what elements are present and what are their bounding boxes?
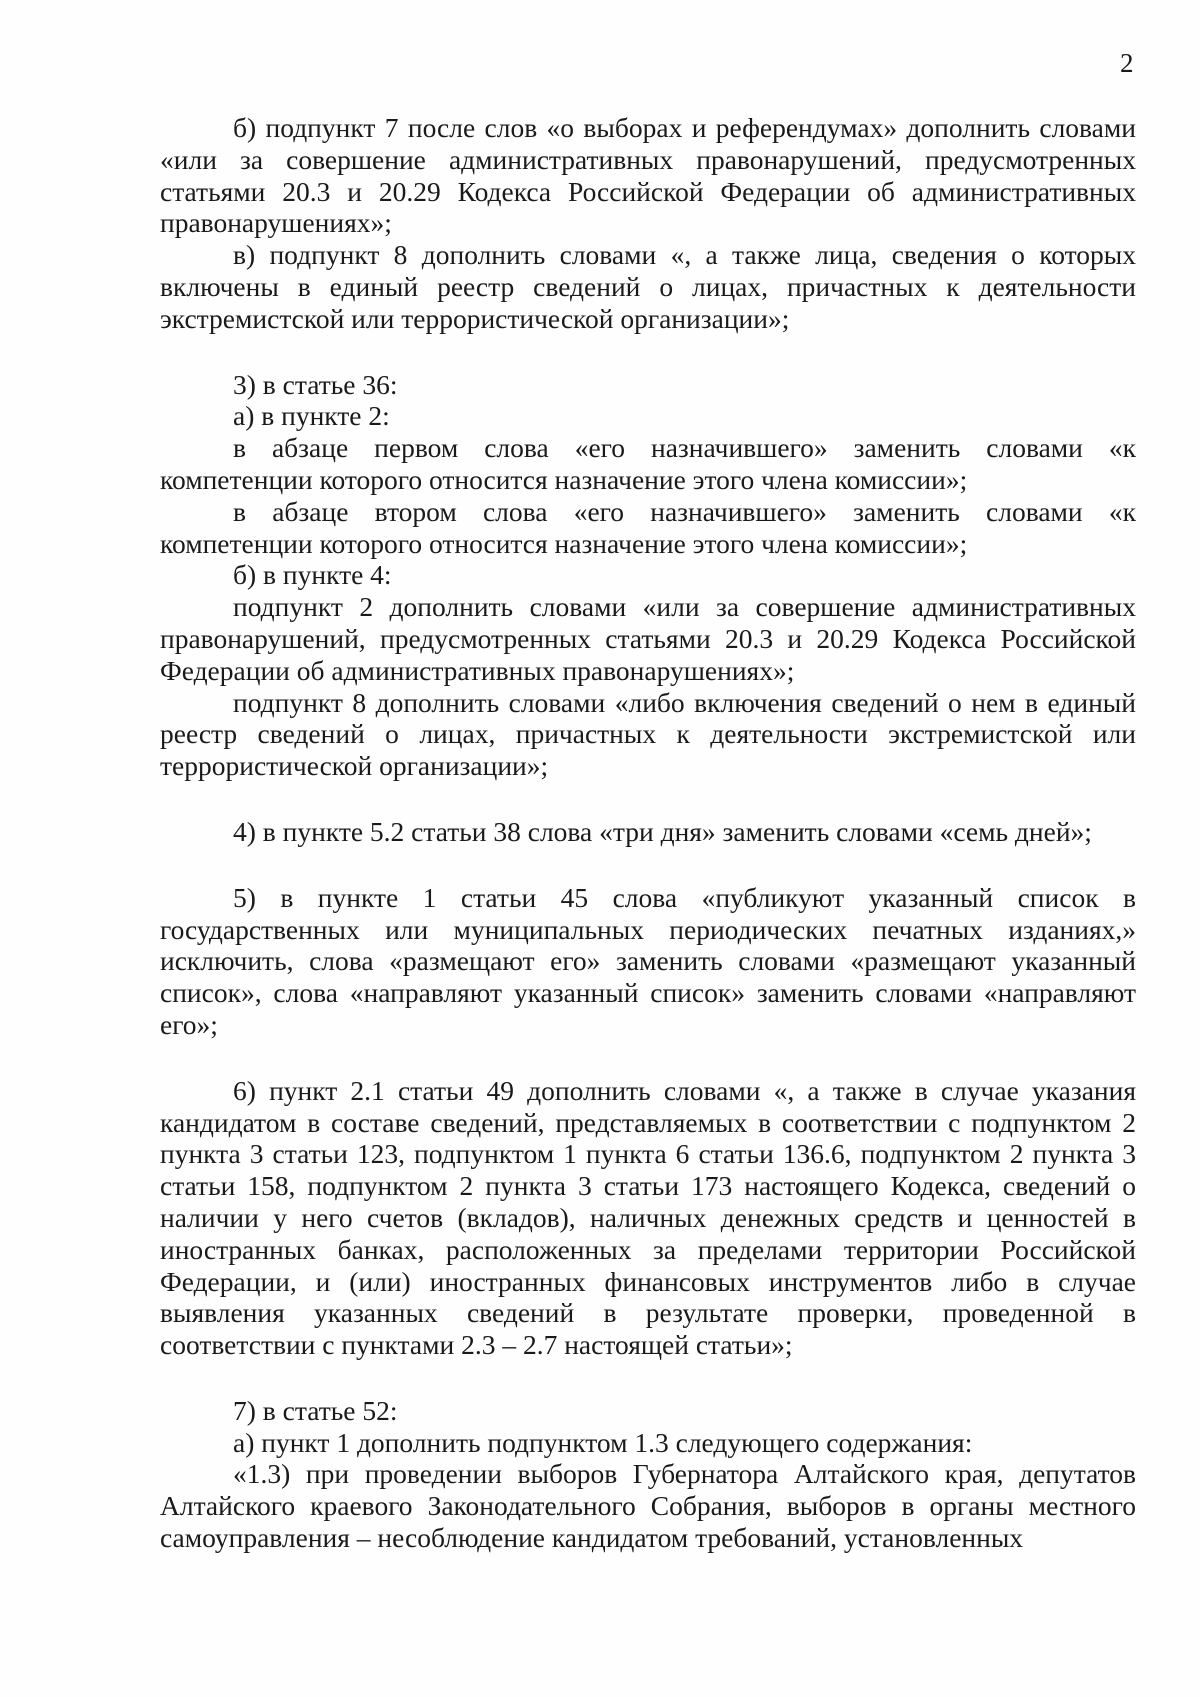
paragraph-second-abzac: в абзаце втором слова «его назначившего» заменить словами «к компетенции которого относится назначение этого члена комиссии»; bbox=[160, 495, 1136, 559]
paragraph-gap bbox=[160, 848, 1136, 882]
paragraph-article-45: 5) в пункте 1 статьи 45 слова «публикуют указанный список в государственных или муниципальных периодических печатных изданиях,» исключить, слова «размещают его» заменить словами «размещают указанный список», слова «направляют указанный список» заменить словами «направляют его»; bbox=[160, 881, 1136, 1040]
paragraph-item-b-subpoint-7: б) подпункт 7 после слов «о выборах и референдумах» дополнить словами «или за совершение административных правонарушений, предусмотренных статьями 20.3 и 20.29 Кодекса Российской Федерации об административных правонарушениях»; bbox=[160, 112, 1136, 239]
paragraph-first-abzac: в абзаце первом слова «его назначившего» заменить словами «к компетенции которого относится назначение этого члена комиссии»; bbox=[160, 432, 1136, 495]
paragraph-article-52: 7) в статье 52: bbox=[233, 1394, 398, 1426]
document-body bbox=[160, 112, 1136, 1554]
paragraph-subpoint-8: подпункт 8 дополнить словами «либо включения сведений о нем в единый реестр сведений о лицах, причастных к деятельности экстремистской или террористической организации»; bbox=[160, 686, 1136, 782]
paragraph-gap bbox=[160, 1361, 1136, 1395]
paragraph-article-36: 3) в статье 36: bbox=[233, 368, 398, 400]
paragraph-item-v-subpoint-8: в) подпункт 8 дополнить словами «, а также лица, сведения о которых включены в единый реестр сведений о лицах, причастных к деятельности экстремистской или террористической организации»; bbox=[160, 239, 1136, 334]
paragraph-article-36-point-2: а) в пункте 2: bbox=[233, 400, 390, 432]
paragraph-article-36-point-4: б) в пункте 4: bbox=[233, 559, 392, 591]
paragraph-article-38: 4) в пункте 5.2 статьи 38 слова «три дня» заменить словами «семь дней»; bbox=[233, 815, 1092, 847]
paragraph-gap bbox=[160, 782, 1136, 816]
paragraph-gap bbox=[160, 335, 1136, 369]
page-number: 2 bbox=[1120, 48, 1134, 78]
paragraph-subpoint-1-3: «1.3) при проведении выборов Губернатора Алтайского края, депутатов Алтайского краевого Законодательного Собрания, выборов в органы местного самоуправления – несоблюдение кандидатом требований, установленных bbox=[160, 1458, 1136, 1554]
paragraph-article-52-point-1: а) пункт 1 дополнить подпунктом 1.3 следующего содержания: bbox=[233, 1426, 973, 1458]
paragraph-subpoint-2: подпункт 2 дополнить словами «или за совершение административных правонарушений, предусмотренных статьями 20.3 и 20.29 Кодекса Российской Федерации об административных правонарушениях»; bbox=[160, 591, 1136, 686]
paragraph-article-49: 6) пункт 2.1 статьи 49 дополнить словами «, а также в случае указания кандидатом в составе сведений, представляемых в соответствии с подпунктом 2 пункта 3 статьи 123, подпунктом 1 пункта 6 статьи 136.6, подпунктом 2 пункта 3 статьи 158, подпунктом 2 пункта 3 статьи 173 настоящего Кодекса, сведений о наличии у него счетов (вкладов), наличных денежных средств и ценностей в иностранных банках, расположенных за пределами территории Российской Федерации, и (или) иностранных финансовых инструментов либо в случае выявления указанных сведений в результате проверки, проведенной в соответствии с пунктами 2.3 – 2.7 настоящей статьи»; bbox=[160, 1074, 1136, 1361]
paragraph-gap bbox=[160, 1041, 1136, 1075]
